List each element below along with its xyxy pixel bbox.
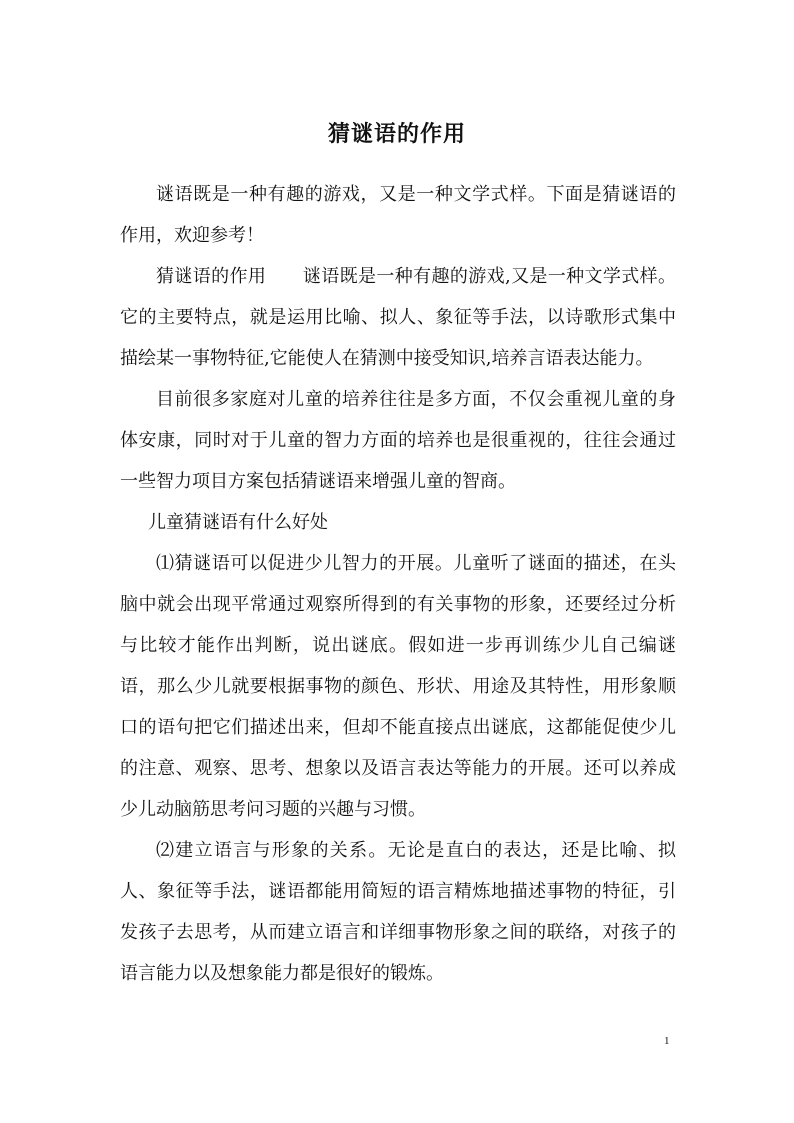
- document-body: [120, 174, 676, 994]
- page-number: 1: [664, 1035, 670, 1047]
- family-training-paragraph: 目前很多家庭对儿童的培养往往是多方面，不仅会重视儿童的身体安康，同时对于儿童的智力方面的培养也是很重视的，往往会通过一些智力项目方案包括猜谜语来增强儿童的智商。: [120, 389, 676, 492]
- intro-paragraph: 谜语既是一种有趣的游戏，又是一种文学式样。下面是猜谜语的作用，欢迎参考！: [120, 184, 676, 246]
- benefit-2-paragraph: ⑵建立语言与形象的关系。无论是直白的表达，还是比喻、拟人、象征等手法，谜语都能用简短的语言精炼地描述事物的特征，引发孩子去思考，从而建立语言和详细事物形象之间的联络，对孩子的语言能力以及想象能力都是很好的锻炼。: [120, 840, 676, 984]
- section-heading: 儿童猜谜语有什么好处: [148, 512, 328, 533]
- document-title: 猜谜语的作用: [327, 121, 466, 147]
- benefit-1-paragraph: ⑴猜谜语可以促进少儿智力的开展。儿童听了谜面的描述，在头脑中就会出现平常通过观察所得到的有关事物的形象，还要经过分析与比较才能作出判断，说出谜底。假如进一步再训练少儿自己编谜语，那么少儿就要根据事物的颜色、形状、用途及其特性，用形象顺口的语句把它们描述出来，但却不能直接点出谜底，这都能促使少儿的注意、观察、思考、想象以及语言表达等能力的开展。还可以养成少儿动脑筋思考问习题的兴趣与习惯。: [120, 553, 676, 820]
- function-paragraph: 猜谜语的作用 谜语既是一种有趣的游戏,又是一种文学式样。它的主要特点，就是运用比喻、拟人、象征等手法，以诗歌形式集中描绘某一事物特征,它能使人在猜测中接受知识,培养言语表达能力。: [120, 266, 676, 369]
